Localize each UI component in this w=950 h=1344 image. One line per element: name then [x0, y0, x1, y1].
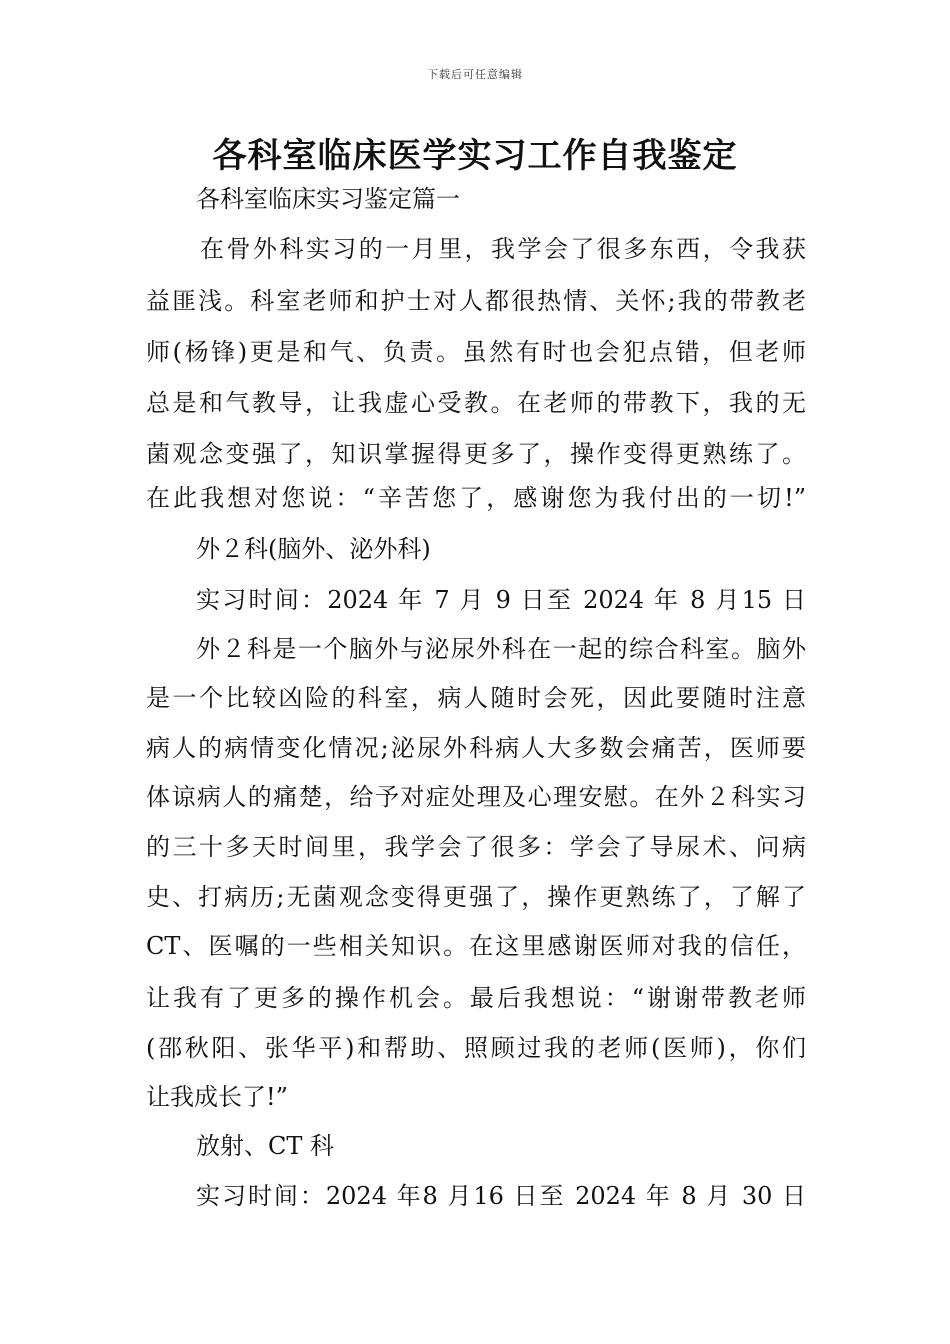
internship-period: 实习时间：2024 年8 月16 日至 2024 年 8 月 30 日: [196, 1182, 806, 1210]
document-title: 各科室临床医学实习工作自我鉴定: [212, 136, 738, 176]
paragraph-line: 的三十多天时间里，我学会了很多：学会了导尿术、问病: [146, 833, 806, 861]
paragraph-line: 让我成长了!”: [146, 1083, 288, 1111]
department-heading: 外２科(脑外、泌外科): [196, 535, 431, 563]
paragraph-line: 师(杨锋)更是和气、负责。虽然有时也会犯点错，但老师: [146, 338, 806, 366]
header-note: 下载后可任意编辑: [427, 68, 523, 81]
section-heading: 各科室临床实习鉴定篇一: [196, 185, 460, 213]
paragraph-line: 病人的病情变化情况;泌尿外科病人大多数会痛苦，医师要: [146, 734, 806, 762]
paragraph-line: 让我有了更多的操作机会。最后我想说：“谢谢带教老师: [146, 984, 806, 1012]
paragraph-line: 史、打病历;无菌观念变得更强了，操作更熟练了，了解了: [146, 883, 806, 911]
paragraph-line: 益匪浅。科室老师和护士对人都很热情、关怀;我的带教老: [146, 287, 806, 315]
paragraph-line: 菌观念变强了，知识掌握得更多了，操作变得更熟练了。: [146, 440, 806, 468]
paragraph-line: 外２科是一个脑外与泌尿外科在一起的综合科室。脑外: [196, 635, 806, 663]
paragraph-line: (邵秋阳、张华平)和帮助、照顾过我的老师(医师)，你们: [146, 1034, 806, 1062]
paragraph-line: 体谅病人的痛楚，给予对症处理及心理安慰。在外２科实习: [146, 783, 806, 811]
paragraph-line: 是一个比较凶险的科室，病人随时会死，因此要随时注意: [146, 684, 806, 712]
paragraph-line: 在此我想对您说：“辛苦您了，感谢您为我付出的一切!”: [146, 484, 806, 512]
paragraph-line: 在骨外科实习的一月里，我学会了很多东西，令我获: [200, 235, 806, 263]
department-heading: 放射、CT 科: [196, 1132, 334, 1160]
paragraph-line: CT、医嘱的一些相关知识。在这里感谢医师对我的信任，: [146, 932, 806, 960]
paragraph-line: 总是和气教导，让我虚心受教。在老师的带教下，我的无: [146, 389, 806, 417]
internship-period: 实习时间：2024 年 7 月 9 日至 2024 年 8 月15 日: [196, 586, 806, 614]
